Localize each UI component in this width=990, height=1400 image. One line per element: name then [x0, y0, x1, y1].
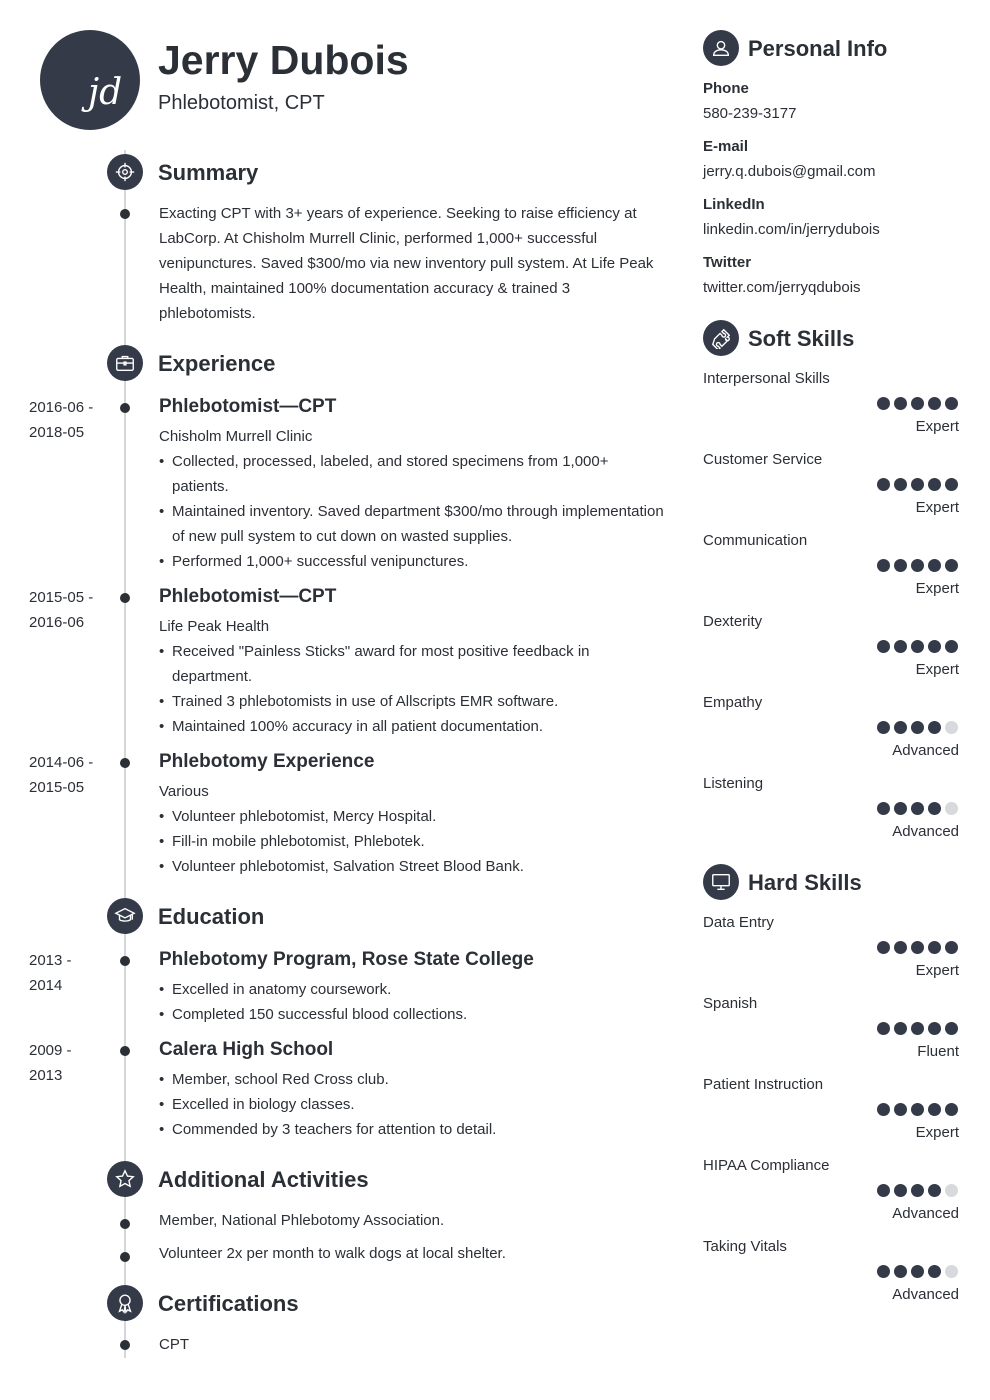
skill-name: Interpersonal Skills: [703, 370, 830, 387]
rating-dot-filled: [894, 478, 907, 491]
rating-dot-filled: [945, 1103, 958, 1116]
skill-name: HIPAA Compliance: [703, 1157, 830, 1174]
bullet-item: • Commended by 3 teachers for attention to detail.: [159, 1117, 669, 1142]
skill-level: Expert: [915, 580, 959, 597]
rating-dot-filled: [911, 1022, 924, 1035]
email-value: jerry.q.dubois@gmail.com: [703, 163, 876, 180]
skill-rating: [877, 802, 958, 815]
rating-dot-filled: [877, 640, 890, 653]
rating-dot-filled: [945, 397, 958, 410]
rating-dot-empty: [945, 802, 958, 815]
timeline-dot: [120, 1340, 130, 1350]
bullet-item: • Trained 3 phlebotomists in use of Allscripts EMR software.: [159, 689, 669, 714]
education-bullets: [159, 1067, 669, 1142]
hard-skills-heading: Hard Skills: [748, 870, 862, 895]
skill-level: Advanced: [892, 823, 959, 840]
skill-name: Taking Vitals: [703, 1238, 787, 1255]
skill-rating: [877, 1184, 958, 1197]
certification-item: CPT: [159, 1336, 189, 1353]
star-icon: [107, 1161, 143, 1197]
bullet-item: • Volunteer phlebotomist, Salvation Street Blood Bank.: [159, 854, 669, 879]
skill-level: Fluent: [917, 1043, 959, 1060]
personal-info-heading: Personal Info: [748, 36, 888, 61]
bullet-item: • Excelled in anatomy coursework.: [159, 977, 669, 1002]
rating-dot-filled: [911, 721, 924, 734]
skill-rating: [877, 721, 958, 734]
graduation-cap-icon: [107, 898, 143, 934]
linkedin-value: linkedin.com/in/jerrydubois: [703, 221, 880, 238]
job-employer: Chisholm Murrell Clinic: [159, 428, 313, 445]
monitor-icon: [703, 864, 739, 900]
timeline-dot: [120, 758, 130, 768]
rating-dot-filled: [945, 1022, 958, 1035]
rating-dot-filled: [894, 559, 907, 572]
skill-name: Customer Service: [703, 451, 823, 468]
award-ribbon-icon: [107, 1285, 143, 1321]
rating-dot-filled: [877, 1103, 890, 1116]
bullet-item: • Fill-in mobile phlebotomist, Phlebotek.: [159, 829, 669, 854]
timeline-dot: [120, 1046, 130, 1056]
bullet-item: • Maintained 100% accuracy in all patient documentation.: [159, 714, 669, 739]
bullet-item: • Volunteer phlebotomist, Mercy Hospital.: [159, 804, 669, 829]
rating-dot-filled: [911, 559, 924, 572]
skill-level: Expert: [915, 418, 959, 435]
target-icon: [107, 154, 143, 190]
timeline-dot: [120, 1252, 130, 1262]
timeline-dot: [120, 209, 130, 219]
skill-rating: [877, 1265, 958, 1278]
timeline-dot: [120, 593, 130, 603]
education-heading: Education: [158, 904, 265, 929]
skill-rating: [877, 397, 958, 410]
skill-rating: [877, 1022, 958, 1035]
rating-dot-filled: [911, 640, 924, 653]
skill-name: Communication: [703, 532, 808, 549]
education-title: Calera High School: [159, 1039, 334, 1060]
skill-name: Patient Instruction: [703, 1076, 824, 1093]
rating-dot-empty: [945, 1184, 958, 1197]
skill-level: Expert: [915, 962, 959, 979]
rating-dot-filled: [911, 1103, 924, 1116]
bullet-item: • Received "Painless Sticks" award for most positive feedback in department.: [159, 639, 669, 689]
bullet-item: • Excelled in biology classes.: [159, 1092, 669, 1117]
rating-dot-filled: [877, 1022, 890, 1035]
rating-dot-filled: [894, 640, 907, 653]
job-date: 2014-06 - 2015-05: [29, 754, 94, 796]
rating-dot-filled: [877, 941, 890, 954]
rating-dot-filled: [945, 559, 958, 572]
timeline-dot: [120, 1219, 130, 1229]
linkedin-label: LinkedIn: [703, 196, 765, 213]
skill-level: Advanced: [892, 742, 959, 759]
rating-dot-filled: [894, 721, 907, 734]
phone-label: Phone: [703, 80, 749, 97]
rating-dot-filled: [928, 1103, 941, 1116]
email-label: E-mail: [703, 138, 749, 155]
activity-item: Volunteer 2x per month to walk dogs at local shelter.: [159, 1245, 506, 1262]
rating-dot-filled: [877, 802, 890, 815]
briefcase-icon: [107, 345, 143, 381]
job-employer: Life Peak Health: [159, 618, 270, 635]
candidate-name: Jerry Dubois: [158, 37, 409, 83]
candidate-title: Phlebotomist, CPT: [158, 92, 325, 114]
education-date: 2013 - 2014: [29, 952, 72, 994]
job-date: 2015-05 - 2016-06: [29, 589, 94, 631]
rating-dot-filled: [877, 478, 890, 491]
summary-heading: Summary: [158, 160, 259, 185]
experience-heading: Experience: [158, 351, 276, 376]
job-bullets: [159, 804, 669, 879]
rating-dot-filled: [911, 397, 924, 410]
rating-dot-filled: [894, 1265, 907, 1278]
rating-dot-filled: [877, 397, 890, 410]
puzzle-icon: [703, 320, 739, 356]
timeline-dot: [120, 403, 130, 413]
rating-dot-filled: [928, 640, 941, 653]
rating-dot-filled: [928, 397, 941, 410]
activities-heading: Additional Activities: [158, 1167, 369, 1192]
job-employer: Various: [159, 783, 209, 800]
education-title: Phlebotomy Program, Rose State College: [159, 949, 534, 970]
initials: jd: [88, 72, 123, 113]
skill-level: Advanced: [892, 1205, 959, 1222]
rating-dot-filled: [911, 1265, 924, 1278]
bullet-item: • Collected, processed, labeled, and stored specimens from 1,000+ patients.: [159, 449, 669, 499]
rating-dot-filled: [945, 640, 958, 653]
job-bullets: [159, 639, 669, 739]
rating-dot-filled: [928, 559, 941, 572]
rating-dot-filled: [928, 478, 941, 491]
soft-skills-heading: Soft Skills: [748, 326, 855, 351]
rating-dot-filled: [894, 941, 907, 954]
rating-dot-filled: [945, 941, 958, 954]
rating-dot-filled: [877, 1184, 890, 1197]
rating-dot-filled: [945, 478, 958, 491]
education-date: 2009 - 2013: [29, 1042, 72, 1084]
job-title: Phlebotomy Experience: [159, 751, 375, 772]
twitter-label: Twitter: [703, 254, 752, 271]
rating-dot-filled: [928, 1184, 941, 1197]
rating-dot-empty: [945, 721, 958, 734]
rating-dot-filled: [928, 1265, 941, 1278]
skill-rating: [877, 559, 958, 572]
rating-dot-filled: [911, 802, 924, 815]
phone-value: 580-239-3177: [703, 105, 797, 122]
certifications-heading: Certifications: [158, 1291, 299, 1316]
skill-name: Listening: [703, 775, 764, 792]
avatar-initials: [40, 30, 140, 130]
skill-level: Expert: [915, 499, 959, 516]
rating-dot-filled: [928, 1022, 941, 1035]
skill-name: Data Entry: [703, 914, 774, 931]
education-bullets: [159, 977, 669, 1027]
bullet-item: • Maintained inventory. Saved department $300/mo through implementation of new pull system to cut down on wasted supplies.: [159, 499, 669, 549]
skill-level: Expert: [915, 1124, 959, 1141]
skill-rating: [877, 478, 958, 491]
rating-dot-filled: [877, 1265, 890, 1278]
rating-dot-filled: [894, 397, 907, 410]
skill-level: Advanced: [892, 1286, 959, 1303]
rating-dot-filled: [877, 721, 890, 734]
rating-dot-filled: [911, 1184, 924, 1197]
summary-text: Exacting CPT with 3+ years of experience. Seeking to raise efficiency at LabCorp. At Chisholm Murrell Clinic, performed 1,000+ successful venipunctures. Saved $300/mo via new inventory pull system. At Life Peak Health, maintained 100% documentation accuracy & trained 3 phlebotomists.: [159, 205, 654, 322]
timeline-dot: [120, 956, 130, 966]
rating-dot-filled: [877, 559, 890, 572]
rating-dot-filled: [894, 1103, 907, 1116]
twitter-value: twitter.com/jerryqdubois: [703, 279, 861, 296]
job-title: Phlebotomist—CPT: [159, 586, 337, 607]
rating-dot-filled: [911, 478, 924, 491]
job-bullets: [159, 449, 669, 574]
job-title: Phlebotomist—CPT: [159, 396, 337, 417]
rating-dot-filled: [894, 1022, 907, 1035]
activity-item: Member, National Phlebotomy Association.: [159, 1212, 445, 1229]
skill-rating: [877, 941, 958, 954]
skill-name: Dexterity: [703, 613, 763, 630]
skill-name: Empathy: [703, 694, 763, 711]
skill-name: Spanish: [703, 995, 758, 1012]
job-date: 2016-06 - 2018-05: [29, 399, 94, 441]
bullet-item: • Completed 150 successful blood collections.: [159, 1002, 669, 1027]
rating-dot-filled: [894, 802, 907, 815]
skill-rating: [877, 640, 958, 653]
rating-dot-filled: [928, 802, 941, 815]
rating-dot-empty: [945, 1265, 958, 1278]
skill-rating: [877, 1103, 958, 1116]
user-icon: [703, 30, 739, 66]
rating-dot-filled: [928, 721, 941, 734]
skill-level: Expert: [915, 661, 959, 678]
rating-dot-filled: [911, 941, 924, 954]
rating-dot-filled: [894, 1184, 907, 1197]
rating-dot-filled: [928, 941, 941, 954]
bullet-item: • Performed 1,000+ successful venipunctures.: [159, 549, 669, 574]
bullet-item: • Member, school Red Cross club.: [159, 1067, 669, 1092]
